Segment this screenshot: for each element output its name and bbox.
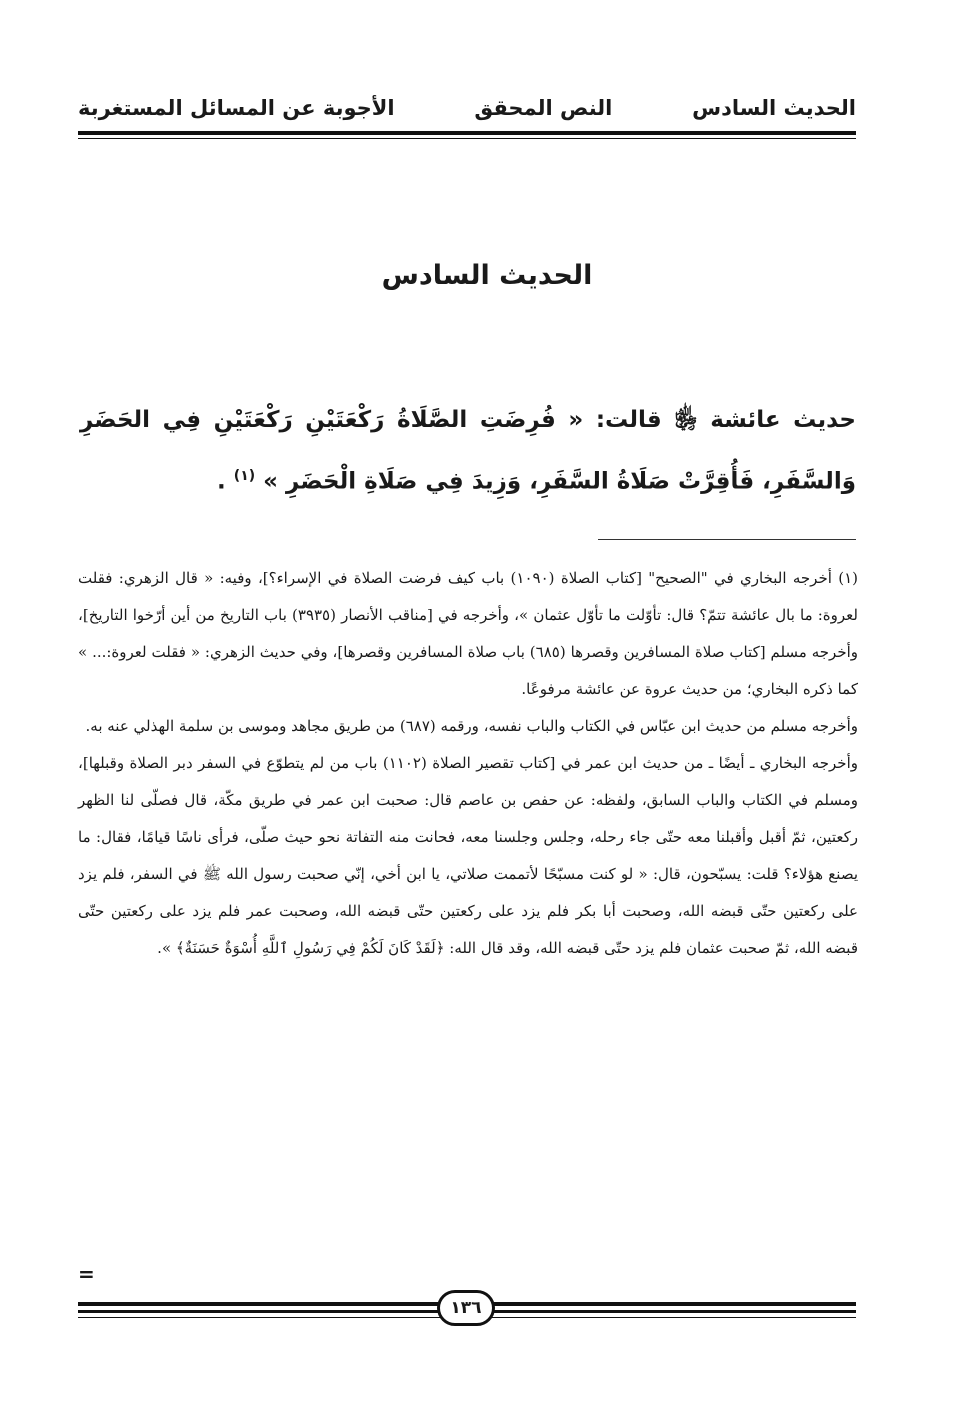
footnote-paragraph: (١) أخرجه البخاري في "الصحيح" [كتاب الصلاة (١٠٩٠) باب كيف فرضت الصلاة في الإسراء؟]، وفيه: « قال الزهري: فقلت لعروة: ما بال عائشة تتمّ؟ قال: تأوّلت ما تأوّل عثمان »، وأخرجه في [مناقب الأنصار (٣٩٣٥) باب التاريخ من أين أرّخوا التاريخ]، وأخرجه مسلم [كتاب صلاة المسافرين وقصرها (٦٨٥) باب صلاة المسافرين وقصرها]، وفي حديث الزهري: « فقلت لعروة:... » كما ذكره البخاري؛ من حديث عروة عن عائشة مرفوعًا. bbox=[78, 569, 858, 698]
header-rule-thick bbox=[78, 131, 856, 135]
header-rule-thin bbox=[78, 138, 856, 139]
footnotes bbox=[78, 560, 858, 967]
header-section-title: النص المحقق bbox=[474, 96, 613, 120]
footnote-reference: (١) bbox=[233, 468, 256, 484]
continuation-mark: = bbox=[78, 1262, 95, 1286]
header-book-title: الأجوبة عن المسائل المستغربة bbox=[78, 96, 395, 120]
page-number: ١٣٦ bbox=[437, 1290, 495, 1326]
running-header bbox=[78, 88, 856, 128]
hadith-end: . bbox=[217, 468, 234, 495]
hadith-body: حديث عائشة ﵂ قالت: « فُرِضَتِ الصَّلَاةُ رَكْعَتَيْنِ رَكْعَتَيْنِ فِي الحَضَرِ وَالسَّفَرِ، فَأُقِرَّتْ صَلَاةُ السَّفَرِ، وَزِيدَ فِي صَلَاةِ الْحَضَرِ » bbox=[80, 407, 856, 495]
footnote-paragraph: وأخرجه مسلم من حديث ابن عبّاس في الكتاب والباب نفسه، ورقمه (٦٨٧) من طريق مجاهد وموسى بن سلمة الهذلي عنه به. bbox=[85, 717, 858, 735]
footnote-paragraph: وأخرجه البخاري ـ أيضًا ـ من حديث ابن عمر في [كتاب تقصير الصلاة (١١٠٢) باب من لم يتطوّع في السفر دبر الصلاة وقبلها]، ومسلم في الكتاب والباب السابق، ولفظه: عن حفص بن عاصم قال: صحبت ابن عمر في طريق مكّة، قال فصلّى لنا الظهر ركعتين، ثمّ أقبل وأقبلنا معه حتّى جاء رحله، وجلس وجلسنا معه، فحانت منه التفاتة نحو حيث صلّى، فرأى ناسًا قيامًا، فقال: ما يصنع هؤلاء؟ قلت: يسبّحون، قال: « لو كنت مسبّحًا لأتممت صلاتي، يا ابن أخي، إنّي صحبت رسول الله ﷺ في السفر، فلم يزد على ركعتين حتّى قبضه الله، وصحبت أبا بكر فلم يزد على ركعتين حتّى قبضه الله، وصحبت عمر فلم يزد على ركعتين حتّى قبضه الله، ثمّ صحبت عثمان فلم يزد حتّى قبضه الله، وقد قال الله: ﴿لَقَدْ كَانَ لَكُمْ فِي رَسُولِ ٱللَّهِ أُسْوَةٌ حَسَنَةٌ﴾ ». bbox=[78, 754, 858, 957]
hadith-text bbox=[80, 392, 856, 510]
footnote-separator bbox=[598, 539, 856, 540]
chapter-title: الحديث السادس bbox=[381, 260, 593, 291]
header-chapter-title: الحديث السادس bbox=[692, 96, 856, 120]
